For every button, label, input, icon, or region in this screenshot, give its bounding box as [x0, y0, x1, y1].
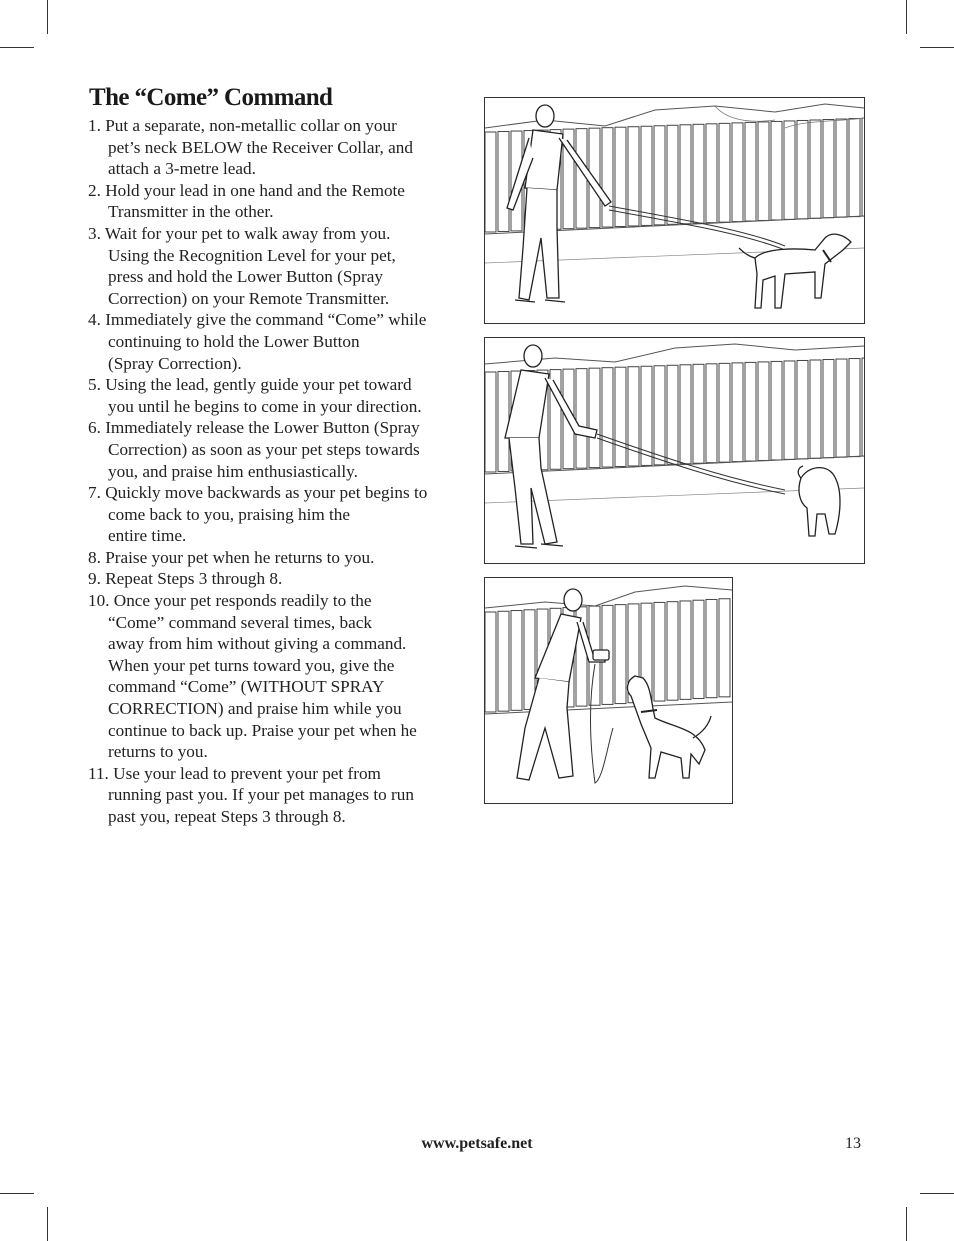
- fence-picket: [524, 610, 535, 710]
- fence-picket: [862, 358, 864, 456]
- step-text: Immediately give the command “Come” while: [105, 310, 427, 330]
- crop-mark: [920, 47, 954, 48]
- fence-picket: [836, 359, 847, 457]
- crop-mark: [920, 1193, 954, 1194]
- step-first-line: [88, 309, 478, 331]
- step-line: returns to you.: [108, 742, 208, 762]
- step-text: Immediately release the Lower Button (Spray: [105, 418, 420, 438]
- step-line: pet’s neck BELOW the Receiver Collar, and: [108, 137, 413, 157]
- step-item: [88, 547, 478, 569]
- step-line: come back to you, praising him the: [108, 504, 351, 524]
- fence-picket: [615, 605, 626, 704]
- step-text: Repeat Steps 3 through 8.: [105, 569, 283, 589]
- fence-picket: [849, 359, 860, 457]
- fence-picket: [719, 363, 730, 462]
- fence-picket: [823, 120, 834, 218]
- step-number: 4.: [88, 310, 101, 330]
- fence-picket: [667, 365, 678, 464]
- crop-mark: [0, 1193, 34, 1194]
- fence-picket: [602, 368, 613, 467]
- step-line: CORRECTION) and praise him while you: [108, 699, 402, 719]
- step-line: Correction) as soon as your pet steps towards: [108, 439, 420, 459]
- illustration-handler-dog-walking-away: [484, 97, 865, 324]
- fence-picket: [641, 366, 652, 465]
- fence-picket: [485, 372, 496, 472]
- fence-picket: [693, 600, 704, 698]
- crop-mark: [906, 0, 907, 34]
- fence-picket: [706, 599, 717, 697]
- step-line: attach a 3-metre lead.: [108, 159, 256, 179]
- step-line: away from him without giving a command.: [108, 634, 407, 654]
- fence-picket: [693, 124, 704, 223]
- fence-picket: [485, 612, 496, 712]
- step-number: 1.: [88, 116, 101, 135]
- step-number: 3.: [88, 223, 101, 243]
- fence-picket: [615, 367, 626, 466]
- fence-picket: [654, 602, 665, 701]
- fence-picket: [511, 611, 522, 711]
- step-line: (Spray Correction).: [108, 353, 242, 373]
- page-number: 13: [845, 1135, 861, 1152]
- steps-list: [88, 115, 478, 828]
- step-line: command “Come” (WITHOUT SPRAY: [108, 677, 385, 697]
- step-item: [88, 417, 478, 482]
- step-first-line: [88, 482, 478, 504]
- step-line: entire time.: [108, 526, 187, 546]
- step-first-line: [88, 223, 478, 245]
- fence-picket: [719, 599, 730, 697]
- fence-picket: [680, 125, 691, 224]
- illustration-drawing: [485, 578, 732, 803]
- step-item: [88, 374, 478, 417]
- crop-mark: [0, 47, 34, 48]
- crop-mark: [47, 1207, 48, 1241]
- fence-picket: [797, 360, 808, 458]
- step-text: Put a separate, non-metallic collar on your: [105, 116, 397, 135]
- step-number: 11.: [88, 763, 109, 783]
- fence-picket: [758, 122, 769, 221]
- fence-picket: [732, 363, 743, 462]
- step-first-line: [88, 590, 478, 612]
- step-number: 6.: [88, 418, 101, 438]
- step-line: Transmitter in the other.: [108, 202, 274, 222]
- step-first-line: [88, 180, 478, 202]
- step-item: [88, 482, 478, 547]
- step-first-line: [88, 417, 478, 439]
- step-item: [88, 763, 478, 828]
- fence-picket: [680, 365, 691, 464]
- fence-picket: [589, 368, 600, 467]
- illustration-drawing: [485, 98, 864, 323]
- step-item: [88, 568, 478, 590]
- fence-picket: [849, 119, 860, 217]
- fence-picket: [862, 118, 864, 216]
- fence-picket: [797, 120, 808, 218]
- step-number: 2.: [88, 180, 101, 200]
- step-number: 9.: [88, 569, 101, 589]
- step-text: Wait for your pet to walk away from you.: [104, 223, 391, 243]
- fence-picket: [667, 602, 678, 701]
- step-first-line: [88, 568, 478, 590]
- fence-picket: [498, 372, 509, 472]
- step-text: Using the lead, gently guide your pet toward: [105, 375, 412, 395]
- illustration-handler-praising-dog: [484, 577, 733, 804]
- fence-picket: [576, 369, 587, 469]
- step-line: Using the Recognition Level for your pet,: [108, 245, 396, 265]
- step-line: continuing to hold the Lower Button: [108, 331, 360, 351]
- fence-picket: [836, 119, 847, 217]
- fence-picket: [745, 362, 756, 461]
- fence-picket: [680, 601, 691, 699]
- fence-picket: [667, 125, 678, 224]
- step-first-line: [88, 763, 478, 785]
- step-text: Use your lead to prevent your pet from: [113, 763, 381, 783]
- step-item: [88, 180, 478, 223]
- illustration-handler-dog-returning: [484, 337, 865, 564]
- fence-picket: [641, 126, 652, 225]
- fence-picket: [602, 128, 613, 227]
- fence-picket: [771, 361, 782, 459]
- step-item: [88, 590, 478, 763]
- fence-picket: [810, 120, 821, 218]
- fence-picket: [784, 121, 795, 219]
- step-first-line: [88, 374, 478, 396]
- fence-picket: [706, 124, 717, 223]
- step-line: past you, repeat Steps 3 through 8.: [108, 807, 346, 826]
- step-item: [88, 115, 478, 180]
- step-item: [88, 223, 478, 309]
- footer-url: www.petsafe.net: [421, 1135, 533, 1152]
- crop-mark: [47, 0, 48, 34]
- step-number: 5.: [88, 375, 101, 395]
- fence-picket: [810, 360, 821, 458]
- fence-picket: [771, 121, 782, 219]
- step-first-line: [88, 115, 478, 137]
- step-line: you, and praise him enthusiastically.: [108, 461, 358, 481]
- fence-picket: [719, 123, 730, 222]
- step-number: 8.: [88, 547, 101, 567]
- fence-picket: [498, 132, 509, 232]
- step-item: [88, 309, 478, 374]
- step-number: 7.: [88, 483, 101, 503]
- fence-picket: [784, 361, 795, 459]
- fence-picket: [576, 129, 587, 229]
- illustration-drawing: [485, 338, 864, 563]
- fence-picket: [745, 122, 756, 221]
- fence-picket: [693, 364, 704, 463]
- fence-picket: [823, 360, 834, 458]
- fence-picket: [498, 611, 509, 711]
- step-line: you until he begins to come in your direction.: [108, 396, 422, 416]
- step-line: Correction) on your Remote Transmitter.: [108, 288, 390, 308]
- step-line: “Come” command several times, back: [108, 612, 372, 632]
- fence-picket: [654, 366, 665, 465]
- step-line: running past you. If your pet manages to run: [108, 785, 414, 805]
- step-text: Hold your lead in one hand and the Remote: [105, 180, 405, 200]
- step-text: Quickly move backwards as your pet begins to: [105, 483, 428, 503]
- step-line: press and hold the Lower Button (Spray: [108, 267, 383, 287]
- step-first-line: [88, 547, 478, 569]
- fence-picket: [758, 362, 769, 461]
- fence-picket: [732, 123, 743, 222]
- step-number: 10.: [88, 591, 110, 611]
- crop-mark: [906, 1207, 907, 1241]
- step-line: continue to back up. Praise your pet when he: [108, 720, 417, 740]
- step-line: When your pet turns toward you, give the: [108, 655, 395, 675]
- page-title: The “Come” Command: [89, 84, 333, 111]
- step-text: Praise your pet when he returns to you.: [105, 547, 375, 567]
- step-text: Once your pet responds readily to the: [113, 591, 372, 611]
- fence-picket: [654, 126, 665, 225]
- fence-picket: [485, 132, 496, 232]
- fence-picket: [706, 364, 717, 463]
